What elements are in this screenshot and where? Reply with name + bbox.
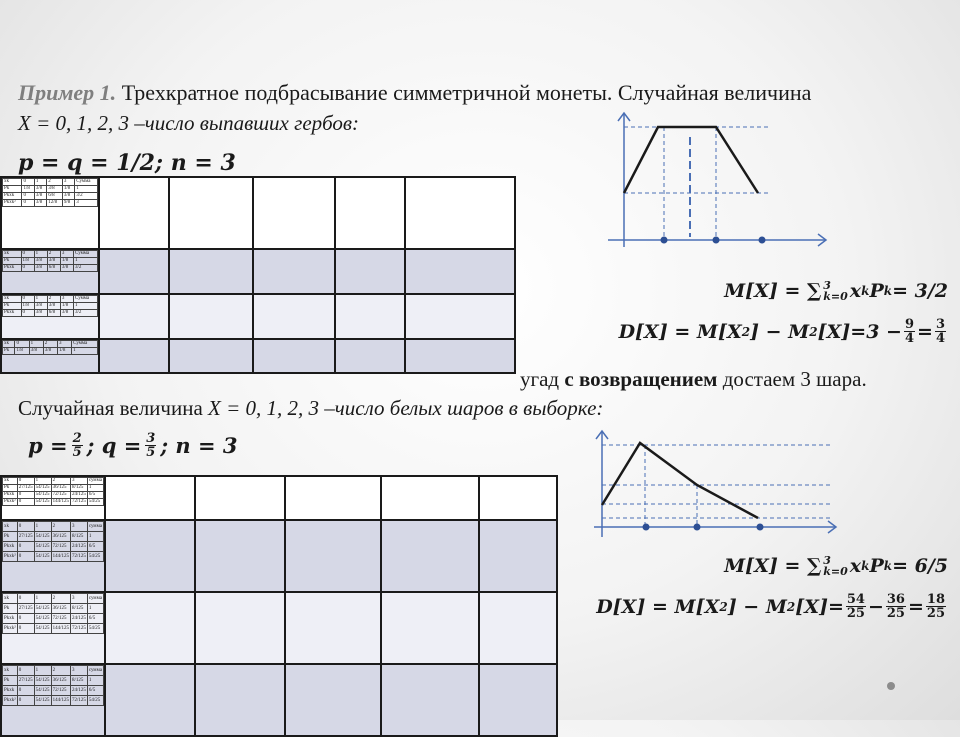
example2-grid-row bbox=[1, 592, 557, 664]
x-point bbox=[713, 237, 720, 244]
mini-table-cell bbox=[1, 294, 99, 339]
mini-table: xk 0 1 2 3 сумма Pk 27/125 54/125 36/125 8/125 1 Pkxk 0 54/125 72/125 24/125 6/5 Pkxk² 0 54/125 144/125 72/125 54/25 bbox=[2, 665, 104, 706]
mini-table-cell bbox=[1, 177, 99, 249]
example2-grid-row bbox=[1, 664, 557, 736]
example1-title: Пример 1. bbox=[18, 80, 117, 105]
mini-row-xp: Pkxk 0 3/8 6/8 3/8 3/2 bbox=[3, 193, 98, 200]
example1-heading bbox=[18, 80, 811, 106]
x-point bbox=[661, 237, 668, 244]
mean-formula-2: M[X] = ∑ 3 k=0 x k P k = 6/5 bbox=[724, 554, 948, 578]
distribution-polygon bbox=[602, 443, 758, 518]
mini-row-x2p: Pkxk² 0 3/8 12/8 9/8 3 bbox=[3, 200, 98, 207]
example2-grid bbox=[0, 475, 558, 737]
example1-grid bbox=[0, 176, 516, 374]
example1-text: Трехкратное подбрасывание симметричной монеты. Случайная величина bbox=[116, 80, 812, 105]
mini-row-p: Pk 1/8 3/8 3/8 1/8 1 bbox=[3, 186, 98, 193]
example1-params: p = q = 1/2; n = 3 bbox=[18, 150, 236, 176]
distribution-graph-1 bbox=[600, 105, 830, 255]
mini-table-cell bbox=[1, 664, 105, 736]
example1-variable: X = 0, 1, 2, 3 –число выпавших гербов: bbox=[18, 111, 360, 135]
mini-table: xk 0 1 2 3 Сумма Pk 1/8 3/8 3/8 1/8 1 bbox=[2, 340, 98, 355]
mini-table: xk 0 1 2 3 сумма Pk 27/125 54/125 36/125 8/125 1 Pkxk 0 54/125 72/125 24/125 6/5 Pkxk² 0 54/125 144/125 72/125 54/25 bbox=[4, 478, 102, 504]
mini-table-cell bbox=[1, 520, 105, 592]
mini-table-cell bbox=[1, 249, 99, 294]
mini-table-cell bbox=[1, 476, 105, 520]
example2-heading: угад с возвращением достаем 3 шара. bbox=[520, 367, 867, 391]
x-point bbox=[694, 524, 701, 531]
x-point bbox=[643, 524, 650, 531]
mini-row-header: xk 0 1 2 3 Сумма bbox=[3, 179, 98, 186]
example1-grid-row bbox=[1, 339, 515, 373]
grid-cell bbox=[99, 177, 169, 249]
grid-cell bbox=[169, 177, 253, 249]
example2-grid-row bbox=[1, 476, 557, 520]
distribution-graph-2 bbox=[590, 425, 840, 540]
grid-cell bbox=[405, 177, 515, 249]
example2-variable: Случайная величина X = 0, 1, 2, 3 –число белых шаров в выборке: bbox=[18, 396, 604, 420]
example1-grid-row bbox=[1, 177, 515, 249]
example1-grid-row bbox=[1, 294, 515, 339]
mini-table: xk 0 1 2 3 Сумма Pk 1/8 3/8 3/8 1/8 1 Pkxk 0 3/8 6/8 3/8 3/2 bbox=[2, 295, 98, 317]
example1-grid-row bbox=[1, 249, 515, 294]
variance-formula-1: D[X] = M [X 2 ] − M 2 [X]=3 − $\frac{9}{4}$ = $\frac{3}{4}$ bbox=[618, 317, 945, 346]
mini-table: xk 0 1 2 3 сумма Pk 27/125 54/125 36/125 8/125 1 Pkxk 0 54/125 72/125 24/125 6/5 Pkxk² 0 54/125 144/125 72/125 54/25 bbox=[2, 521, 104, 562]
grid-cell bbox=[335, 177, 405, 249]
distribution-polygon bbox=[624, 127, 758, 193]
grid-cell bbox=[253, 177, 335, 249]
slide-nav-dot[interactable] bbox=[887, 682, 895, 690]
example2-grid-row bbox=[1, 520, 557, 592]
mini-table: xk 0 1 2 3 Сумма Pk 1/8 3/8 3/8 1/8 1 Pkxk 0 3/8 6/8 3/8 3/2 bbox=[2, 250, 98, 272]
x-point bbox=[757, 524, 764, 531]
x-point bbox=[759, 237, 766, 244]
example2-params: p = $\frac{2}{5}$ ; q = $\frac{3}{5}$ ; n = 3 bbox=[28, 431, 238, 460]
variance-formula-2: D[X] = M [X 2 ] − M 2 [X]= $\frac{54}{25}$ − $\frac{36}{25}$ = $\frac{18}{25}$ bbox=[596, 592, 945, 621]
mean-formula-1: M[X] = ∑ 3 k=0 x k P k = 3/2 bbox=[724, 279, 948, 303]
mini-table bbox=[2, 178, 98, 207]
mini-table-cell bbox=[1, 339, 99, 373]
mini-table-cell bbox=[1, 592, 105, 664]
mini-table: xk 0 1 2 3 сумма Pk 27/125 54/125 36/125 8/125 1 Pkxk 0 54/125 72/125 24/125 6/5 Pkxk² 0 54/125 144/125 72/125 54/25 bbox=[2, 593, 104, 634]
